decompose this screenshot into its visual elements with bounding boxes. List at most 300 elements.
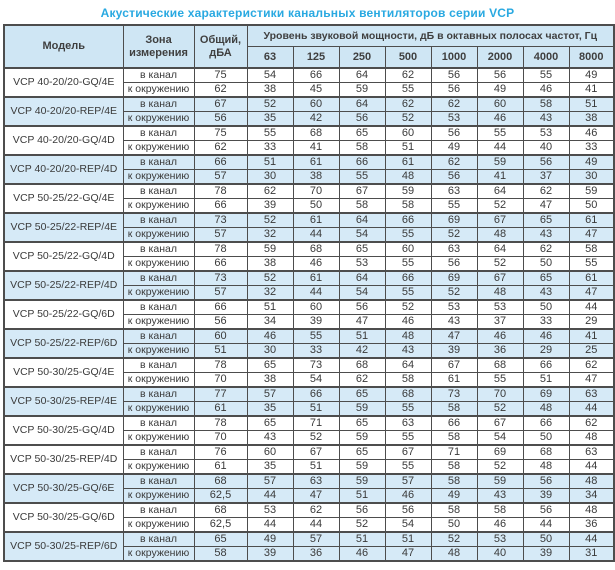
total-dba-cell: 57 [194, 170, 247, 185]
spl-value-cell: 53 [339, 257, 385, 272]
spl-value-cell: 50 [523, 300, 569, 315]
spl-value-cell: 32 [247, 286, 293, 301]
spl-value-cell: 45 [293, 83, 339, 98]
spl-value-cell: 52 [477, 199, 523, 214]
table-row [4, 503, 614, 518]
spl-value-cell: 59 [477, 474, 523, 489]
spl-value-cell: 55 [247, 126, 293, 141]
spl-value-cell: 41 [569, 83, 614, 98]
measurement-zone-cell: в канал [123, 242, 194, 257]
measurement-zone-cell: к окружению [123, 257, 194, 272]
table-row [4, 532, 614, 547]
spl-value-cell: 64 [339, 213, 385, 228]
spl-value-cell: 68 [293, 242, 339, 257]
model-cell: VCP 50-30/25-GQ/6D [4, 503, 123, 532]
spl-value-cell: 49 [431, 489, 477, 504]
measurement-zone-cell: к окружению [123, 286, 194, 301]
spl-value-cell: 63 [569, 445, 614, 460]
total-dba-cell: 67 [194, 97, 247, 112]
measurement-zone-cell: в канал [123, 155, 194, 170]
spl-value-cell: 69 [431, 271, 477, 286]
spl-value-cell: 29 [523, 344, 569, 359]
spl-value-cell: 58 [339, 199, 385, 214]
spl-value-cell: 59 [339, 474, 385, 489]
spl-value-cell: 35 [247, 460, 293, 475]
total-dba-cell: 73 [194, 271, 247, 286]
spl-value-cell: 55 [569, 257, 614, 272]
spl-value-cell: 55 [523, 68, 569, 83]
spl-value-cell: 33 [247, 141, 293, 156]
spl-value-cell: 49 [431, 141, 477, 156]
spl-value-cell: 61 [431, 373, 477, 388]
spl-value-cell: 48 [569, 503, 614, 518]
measurement-zone-cell: в канал [123, 68, 194, 83]
measurement-zone-cell: к окружению [123, 518, 194, 533]
spl-value-cell: 40 [523, 141, 569, 156]
measurement-zone-cell: к окружению [123, 199, 194, 214]
spl-value-cell: 44 [477, 141, 523, 156]
table-row [4, 416, 614, 431]
spl-value-cell: 53 [431, 300, 477, 315]
spl-value-cell: 36 [293, 547, 339, 562]
spl-value-cell: 62 [247, 184, 293, 199]
total-dba-cell: 62 [194, 141, 247, 156]
spl-value-cell: 59 [339, 460, 385, 475]
spl-value-cell: 47 [431, 329, 477, 344]
model-cell: VCP 50-25/22-REP/6D [4, 329, 123, 358]
spl-value-cell: 36 [477, 344, 523, 359]
spl-value-cell: 52 [477, 460, 523, 475]
spl-value-cell: 51 [247, 300, 293, 315]
spl-value-cell: 55 [385, 460, 431, 475]
spl-value-cell: 52 [293, 431, 339, 446]
column-header-sound-power-level: Уровень звуковой мощности, дБ в октавных полосах частот, Гц [247, 25, 614, 46]
spl-value-cell: 44 [523, 518, 569, 533]
spl-value-cell: 50 [293, 199, 339, 214]
spl-value-cell: 38 [247, 83, 293, 98]
spl-value-cell: 37 [477, 315, 523, 330]
spl-value-cell: 51 [523, 373, 569, 388]
spl-value-cell: 58 [431, 431, 477, 446]
total-dba-cell: 78 [194, 184, 247, 199]
spl-value-cell: 66 [293, 387, 339, 402]
spl-value-cell: 61 [385, 155, 431, 170]
spl-value-cell: 51 [339, 329, 385, 344]
spl-value-cell: 63 [431, 184, 477, 199]
spl-value-cell: 64 [477, 184, 523, 199]
spl-value-cell: 56 [523, 155, 569, 170]
spl-value-cell: 44 [247, 489, 293, 504]
measurement-zone-cell: в канал [123, 532, 194, 547]
spl-value-cell: 50 [523, 532, 569, 547]
total-dba-cell: 65 [194, 532, 247, 547]
spl-value-cell: 31 [569, 547, 614, 562]
spl-value-cell: 61 [293, 155, 339, 170]
spl-value-cell: 56 [431, 170, 477, 185]
spl-value-cell: 44 [247, 518, 293, 533]
spl-value-cell: 38 [247, 257, 293, 272]
spl-value-cell: 60 [477, 97, 523, 112]
measurement-zone-cell: в канал [123, 271, 194, 286]
spl-value-cell: 48 [523, 460, 569, 475]
total-dba-cell: 66 [194, 199, 247, 214]
spl-value-cell: 60 [385, 126, 431, 141]
total-dba-cell: 73 [194, 213, 247, 228]
spl-value-cell: 58 [431, 402, 477, 417]
total-dba-cell: 75 [194, 126, 247, 141]
total-dba-cell: 78 [194, 416, 247, 431]
spl-value-cell: 70 [293, 184, 339, 199]
spl-value-cell: 69 [431, 213, 477, 228]
spl-value-cell: 64 [477, 242, 523, 257]
total-dba-cell: 62,5 [194, 518, 247, 533]
spl-value-cell: 35 [247, 402, 293, 417]
model-cell: VCP 40-20/20-GQ/4E [4, 68, 123, 97]
measurement-zone-cell: к окружению [123, 170, 194, 185]
spl-value-cell: 25 [569, 344, 614, 359]
spl-value-cell: 43 [523, 112, 569, 127]
spl-value-cell: 29 [569, 315, 614, 330]
model-cell: VCP 40-20/20-REP/4E [4, 97, 123, 126]
spl-value-cell: 44 [569, 402, 614, 417]
spl-value-cell: 57 [247, 387, 293, 402]
spl-value-cell: 43 [247, 431, 293, 446]
spl-value-cell: 60 [293, 97, 339, 112]
spl-value-cell: 54 [247, 68, 293, 83]
spl-value-cell: 63 [385, 416, 431, 431]
spl-value-cell: 49 [569, 155, 614, 170]
total-dba-cell: 62,5 [194, 489, 247, 504]
total-dba-cell: 56 [194, 315, 247, 330]
column-header-freq-63: 63 [247, 46, 293, 68]
spl-value-cell: 52 [247, 97, 293, 112]
spl-value-cell: 49 [569, 68, 614, 83]
spl-value-cell: 66 [385, 213, 431, 228]
spl-value-cell: 44 [293, 228, 339, 243]
spl-value-cell: 65 [523, 213, 569, 228]
spl-value-cell: 64 [385, 358, 431, 373]
model-cell: VCP 50-25/22-GQ/6D [4, 300, 123, 329]
measurement-zone-cell: в канал [123, 503, 194, 518]
spl-value-cell: 54 [339, 286, 385, 301]
spl-value-cell: 33 [523, 315, 569, 330]
spl-value-cell: 59 [385, 184, 431, 199]
spl-value-cell: 57 [385, 474, 431, 489]
table-row [4, 155, 614, 170]
spl-value-cell: 62 [385, 68, 431, 83]
spl-value-cell: 38 [293, 170, 339, 185]
spl-value-cell: 66 [385, 271, 431, 286]
spl-value-cell: 50 [523, 431, 569, 446]
measurement-zone-cell: к окружению [123, 402, 194, 417]
spl-value-cell: 55 [339, 170, 385, 185]
table-row [4, 300, 614, 315]
spl-value-cell: 54 [477, 431, 523, 446]
measurement-zone-cell: к окружению [123, 547, 194, 562]
spl-value-cell: 54 [293, 373, 339, 388]
spl-value-cell: 55 [385, 257, 431, 272]
spl-value-cell: 41 [569, 329, 614, 344]
spl-value-cell: 56 [339, 112, 385, 127]
spl-value-cell: 63 [569, 387, 614, 402]
model-cell: VCP 50-30/25-REP/6D [4, 532, 123, 561]
spl-value-cell: 61 [293, 271, 339, 286]
spl-value-cell: 65 [339, 126, 385, 141]
spl-value-cell: 46 [293, 257, 339, 272]
spl-value-cell: 68 [293, 126, 339, 141]
model-cell: VCP 50-25/22-REP/4D [4, 271, 123, 300]
spl-value-cell: 55 [385, 228, 431, 243]
model-cell: VCP 50-25/22-GQ/4D [4, 242, 123, 271]
spl-value-cell: 58 [431, 503, 477, 518]
measurement-zone-cell: в канал [123, 126, 194, 141]
spl-value-cell: 56 [431, 68, 477, 83]
spl-value-cell: 43 [477, 489, 523, 504]
table-row [4, 242, 614, 257]
model-cell: VCP 40-20/20-GQ/4D [4, 126, 123, 155]
spl-value-cell: 63 [431, 242, 477, 257]
total-dba-cell: 62 [194, 83, 247, 98]
measurement-zone-cell: в канал [123, 97, 194, 112]
spl-value-cell: 46 [569, 126, 614, 141]
spl-value-cell: 43 [431, 315, 477, 330]
spl-value-cell: 62 [339, 373, 385, 388]
spl-value-cell: 57 [293, 532, 339, 547]
table-row [4, 126, 614, 141]
column-header-freq-125: 125 [293, 46, 339, 68]
spl-value-cell: 48 [569, 431, 614, 446]
spl-value-cell: 52 [431, 228, 477, 243]
total-dba-cell: 66 [194, 300, 247, 315]
spl-value-cell: 30 [569, 170, 614, 185]
column-header-freq-250: 250 [339, 46, 385, 68]
spl-value-cell: 59 [339, 402, 385, 417]
model-cell: VCP 50-30/25-GQ/4E [4, 358, 123, 387]
spl-value-cell: 39 [523, 547, 569, 562]
column-header-total-dba: Общий, дБА [194, 25, 247, 68]
measurement-zone-cell: к окружению [123, 315, 194, 330]
spl-value-cell: 58 [523, 97, 569, 112]
spl-value-cell: 48 [569, 474, 614, 489]
spl-value-cell: 46 [385, 489, 431, 504]
spl-value-cell: 54 [339, 228, 385, 243]
table-body [4, 68, 614, 561]
spl-value-cell: 61 [293, 213, 339, 228]
table-row [4, 387, 614, 402]
spl-value-cell: 48 [477, 228, 523, 243]
spl-value-cell: 59 [247, 242, 293, 257]
total-dba-cell: 70 [194, 373, 247, 388]
spl-value-cell: 56 [523, 474, 569, 489]
column-header-freq-1000: 1000 [431, 46, 477, 68]
spl-value-cell: 66 [523, 358, 569, 373]
spl-value-cell: 68 [523, 445, 569, 460]
spl-value-cell: 53 [523, 126, 569, 141]
spl-value-cell: 71 [431, 445, 477, 460]
spl-value-cell: 46 [523, 83, 569, 98]
spl-value-cell: 32 [247, 228, 293, 243]
measurement-zone-cell: в канал [123, 358, 194, 373]
total-dba-cell: 61 [194, 402, 247, 417]
spl-value-cell: 53 [477, 300, 523, 315]
spl-value-cell: 35 [247, 112, 293, 127]
spl-value-cell: 52 [339, 518, 385, 533]
spl-value-cell: 66 [523, 416, 569, 431]
spl-value-cell: 58 [569, 242, 614, 257]
spl-value-cell: 44 [569, 532, 614, 547]
spl-value-cell: 56 [339, 300, 385, 315]
spl-value-cell: 41 [477, 170, 523, 185]
spl-value-cell: 65 [247, 358, 293, 373]
spl-value-cell: 60 [293, 300, 339, 315]
spl-value-cell: 58 [431, 460, 477, 475]
spl-value-cell: 59 [569, 184, 614, 199]
total-dba-cell: 57 [194, 286, 247, 301]
spl-value-cell: 37 [523, 170, 569, 185]
spl-value-cell: 55 [477, 126, 523, 141]
spl-value-cell: 67 [431, 358, 477, 373]
total-dba-cell: 68 [194, 474, 247, 489]
spl-value-cell: 63 [293, 474, 339, 489]
page-title: Акустические характеристики канальных вентиляторов серии VCP [100, 6, 515, 20]
spl-value-cell: 46 [477, 329, 523, 344]
spl-value-cell: 30 [247, 170, 293, 185]
spl-value-cell: 68 [339, 358, 385, 373]
spl-value-cell: 55 [385, 83, 431, 98]
column-header-freq-2000: 2000 [477, 46, 523, 68]
spl-value-cell: 67 [477, 271, 523, 286]
spl-value-cell: 55 [385, 431, 431, 446]
total-dba-cell: 66 [194, 155, 247, 170]
spl-value-cell: 53 [247, 503, 293, 518]
spl-value-cell: 70 [477, 387, 523, 402]
spl-value-cell: 44 [293, 518, 339, 533]
model-cell: VCP 50-25/22-GQ/4E [4, 184, 123, 213]
column-header-zone: Зона измерения [123, 25, 194, 68]
table-header [4, 25, 614, 68]
measurement-zone-cell: в канал [123, 387, 194, 402]
column-header-freq-4000: 4000 [523, 46, 569, 68]
spl-value-cell: 34 [569, 489, 614, 504]
measurement-zone-cell: в канал [123, 416, 194, 431]
spl-value-cell: 64 [339, 97, 385, 112]
spl-value-cell: 55 [385, 286, 431, 301]
spl-value-cell: 67 [477, 213, 523, 228]
spl-value-cell: 58 [385, 199, 431, 214]
spl-value-cell: 30 [247, 344, 293, 359]
spl-value-cell: 54 [385, 518, 431, 533]
spl-value-cell: 56 [339, 503, 385, 518]
spl-value-cell: 34 [247, 315, 293, 330]
model-cell: VCP 50-30/25-GQ/4D [4, 416, 123, 445]
measurement-zone-cell: к окружению [123, 373, 194, 388]
spl-value-cell: 50 [523, 257, 569, 272]
spl-value-cell: 49 [247, 532, 293, 547]
measurement-zone-cell: в канал [123, 300, 194, 315]
total-dba-cell: 75 [194, 68, 247, 83]
spl-value-cell: 51 [247, 155, 293, 170]
measurement-zone-cell: в канал [123, 184, 194, 199]
spl-value-cell: 56 [431, 126, 477, 141]
model-cell: VCP 50-30/25-REP/4E [4, 387, 123, 416]
total-dba-cell: 78 [194, 358, 247, 373]
spl-value-cell: 42 [339, 344, 385, 359]
spl-value-cell: 48 [477, 286, 523, 301]
measurement-zone-cell: к окружению [123, 112, 194, 127]
spl-value-cell: 68 [385, 387, 431, 402]
spl-value-cell: 62 [523, 242, 569, 257]
spl-value-cell: 48 [523, 402, 569, 417]
spl-value-cell: 51 [569, 97, 614, 112]
total-dba-cell: 57 [194, 228, 247, 243]
table-row [4, 329, 614, 344]
spl-value-cell: 47 [339, 315, 385, 330]
spl-value-cell: 51 [293, 460, 339, 475]
total-dba-cell: 56 [194, 112, 247, 127]
spl-value-cell: 55 [385, 402, 431, 417]
spl-value-cell: 67 [339, 184, 385, 199]
spl-value-cell: 46 [477, 518, 523, 533]
spl-value-cell: 43 [385, 344, 431, 359]
spl-value-cell: 62 [431, 97, 477, 112]
measurement-zone-cell: в канал [123, 474, 194, 489]
spl-value-cell: 58 [385, 373, 431, 388]
spl-value-cell: 62 [569, 416, 614, 431]
spl-value-cell: 51 [293, 402, 339, 417]
spl-value-cell: 43 [523, 286, 569, 301]
spl-value-cell: 52 [247, 271, 293, 286]
spl-value-cell: 62 [431, 155, 477, 170]
spl-value-cell: 50 [569, 199, 614, 214]
total-dba-cell: 60 [194, 329, 247, 344]
spl-value-cell: 60 [385, 242, 431, 257]
spl-value-cell: 33 [293, 344, 339, 359]
spl-value-cell: 39 [247, 199, 293, 214]
spl-value-cell: 69 [523, 387, 569, 402]
total-dba-cell: 68 [194, 503, 247, 518]
table-row [4, 445, 614, 460]
measurement-zone-cell: к окружению [123, 431, 194, 446]
spl-value-cell: 39 [523, 489, 569, 504]
measurement-zone-cell: в канал [123, 445, 194, 460]
spl-value-cell: 56 [431, 83, 477, 98]
spl-value-cell: 58 [339, 141, 385, 156]
spl-value-cell: 46 [477, 112, 523, 127]
spl-value-cell: 52 [477, 257, 523, 272]
spl-value-cell: 46 [339, 547, 385, 562]
spl-value-cell: 52 [247, 213, 293, 228]
model-cell: VCP 50-30/25-GQ/6E [4, 474, 123, 503]
spl-value-cell: 56 [477, 68, 523, 83]
spl-value-cell: 33 [569, 141, 614, 156]
spl-value-cell: 42 [293, 112, 339, 127]
spl-value-cell: 50 [431, 518, 477, 533]
table-row [4, 271, 614, 286]
column-header-freq-500: 500 [385, 46, 431, 68]
spl-value-cell: 61 [569, 271, 614, 286]
total-dba-cell: 66 [194, 257, 247, 272]
column-header-model: Модель [4, 25, 123, 68]
spl-value-cell: 58 [431, 474, 477, 489]
spl-value-cell: 46 [385, 315, 431, 330]
column-header-freq-8000: 8000 [569, 46, 614, 68]
spl-value-cell: 60 [247, 445, 293, 460]
spl-value-cell: 66 [339, 155, 385, 170]
table-row [4, 358, 614, 373]
measurement-zone-cell: к окружению [123, 489, 194, 504]
table-row [4, 213, 614, 228]
spl-value-cell: 73 [293, 358, 339, 373]
